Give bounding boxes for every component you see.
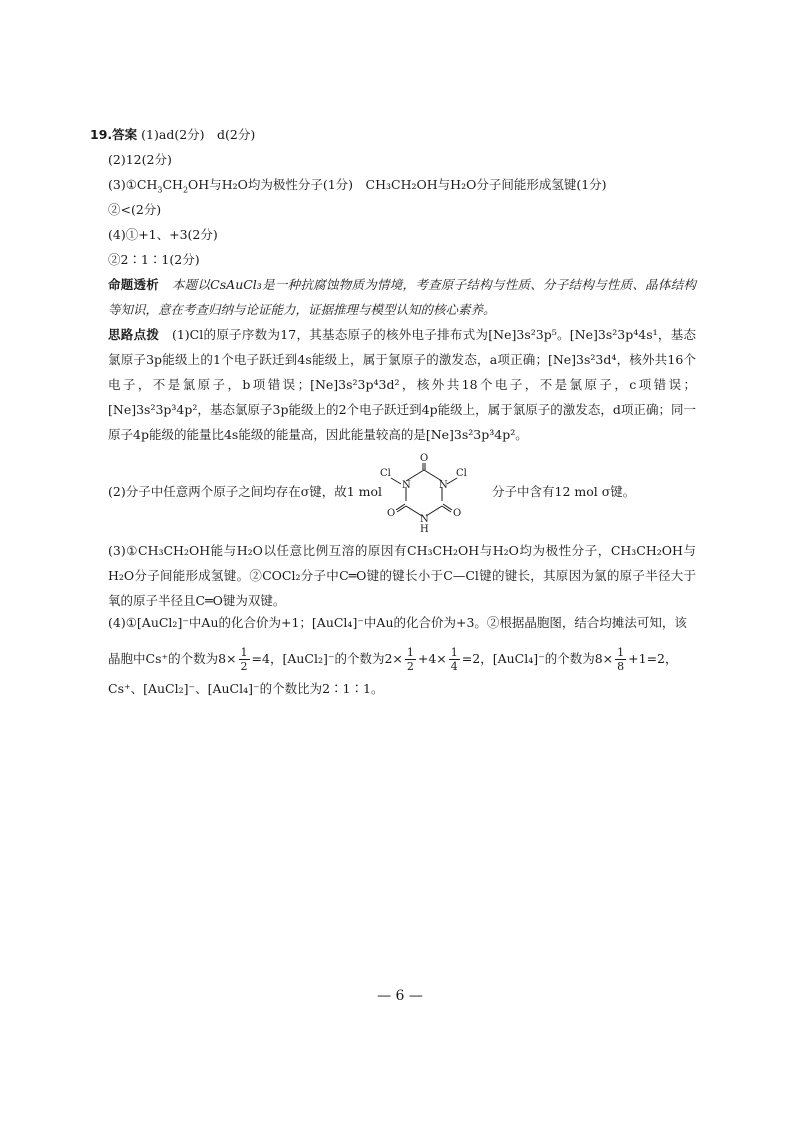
atom-o-left: O	[387, 508, 396, 519]
q19-answer-line-1	[90, 126, 695, 144]
analysis-paragraph-3: (3)①CH₃CH₂OH能与H₂O以任意比例互溶的原因有CH₃CH₂OH与H₂O均为极性分子，CH₃CH₂OH与H₂O分子间能形成氢键。②COCl₂分子中C═O键的键长小于C—Cl键的键长，其原因为氯的原子半径大于氧的原子半径且C═O键为双键。	[108, 543, 696, 608]
question-number: 19.	[90, 127, 113, 142]
intro-paragraph	[108, 272, 696, 322]
fraction-one-half: $\frac{1}{2}$	[240, 646, 248, 673]
intro-text: 本题以CsAuCl₃是一种抗腐蚀物质为情境，考查原子结构与性质、分子结构与性质、晶体结构等知识，意在考查归纳与论证能力，证据推理与模型认知的核心素养。	[108, 277, 696, 317]
p4b-part-3: +4×	[417, 651, 447, 666]
analysis-paragraph-4b	[108, 646, 695, 673]
intro-label: 命题透析	[108, 277, 160, 292]
atom-n-right: N	[439, 480, 448, 491]
answer-part-2: (2)12(2分)	[108, 152, 172, 167]
atom-n-bottom: N	[420, 514, 429, 525]
fraction-one-eighth: $\frac{1}{8}$	[617, 646, 625, 673]
p4b-part-5: +1=2，	[628, 651, 678, 666]
p4b-part-1: 晶胞中Cs⁺的个数为8×	[108, 651, 237, 666]
analysis-paragraph-4c: Cs⁺、[AuCl₂]⁻、[AuCl₄]⁻的个数比为2∶1∶1。	[108, 681, 384, 696]
fraction-one-half-2: $\frac{1}{2}$	[406, 646, 414, 673]
analysis-p2-after: 分子中含有12 mol σ键。	[492, 484, 636, 499]
p4b-part-4: =2，[AuCl₄]⁻的个数为8×	[461, 651, 614, 666]
analysis-paragraph-1	[108, 322, 696, 447]
page-number: — 6 —	[377, 988, 423, 1004]
atom-cl-left: Cl	[380, 468, 391, 479]
answer-part-4b: ②2∶1∶1(2分)	[108, 252, 200, 267]
answer-part-4a: (4)①+1、+3(2分)	[108, 227, 218, 242]
trichloroisocyanuric-structure	[372, 450, 472, 532]
analysis-paragraph-4a: (4)①[AuCl₂]⁻中Au的化合价为+1；[AuCl₄]⁻中Au的化合价为+3。②根据晶胞图，结合均摊法可知，该	[108, 615, 687, 630]
analysis-p1-text: (1)Cl的原子序数为17，其基态原子的核外电子排布式为[Ne]3s²3p⁵。[Ne]3s²3p⁴4s¹，基态氯原子3p能级上的1个电子跃迁到4s能级上，属于氯原子的激发态，a项正确；[Ne]3s²3d⁴，核外共16个电子，不是氯原子，b项错误；[Ne]3s²3p⁴3d²，核外共18个电子，不是氯原子，c项错误；[Ne]3s²3p³4p²，基态氯原子3p能级上的2个电子跃迁到4p能级上，属于氯原子的激发态，d项正确；同一原子4p能级的能量比4s能级的能量高，因此能量较高的是[Ne]3s²3p³4p²。	[108, 327, 696, 442]
fraction-one-quarter: $\frac{1}{4}$	[450, 646, 458, 673]
atom-cl-right: Cl	[456, 468, 467, 479]
atom-h-bottom: H	[420, 524, 429, 532]
answer-label: 答案	[112, 127, 138, 142]
atom-o-top: O	[420, 453, 429, 464]
answer-part-1: (1)ad(2分) d(2分)	[141, 127, 256, 142]
p4b-part-2: =4，[AuCl₂]⁻的个数为2×	[251, 651, 403, 666]
answer-part-3b: ②<(2分)	[108, 202, 162, 217]
answer-part-3a: $(3)①CH_3CH_2OH$与H₂O均为极性分子(1分) CH₃CH₂OH与H₂O分子间能形成氢键(1分)	[108, 177, 607, 195]
atom-o-right: O	[453, 508, 462, 519]
atom-n-left: N	[402, 480, 411, 491]
analysis-label: 思路点拨	[108, 327, 160, 342]
answer-part-3a-text: OH与H₂O均为极性分子(1分) CH₃CH₂OH与H₂O分子间能形成氢键(1分)	[188, 177, 607, 192]
analysis-p2-before: (2)分子中任意两个原子之间均存在σ键，故1 mol	[108, 484, 383, 499]
